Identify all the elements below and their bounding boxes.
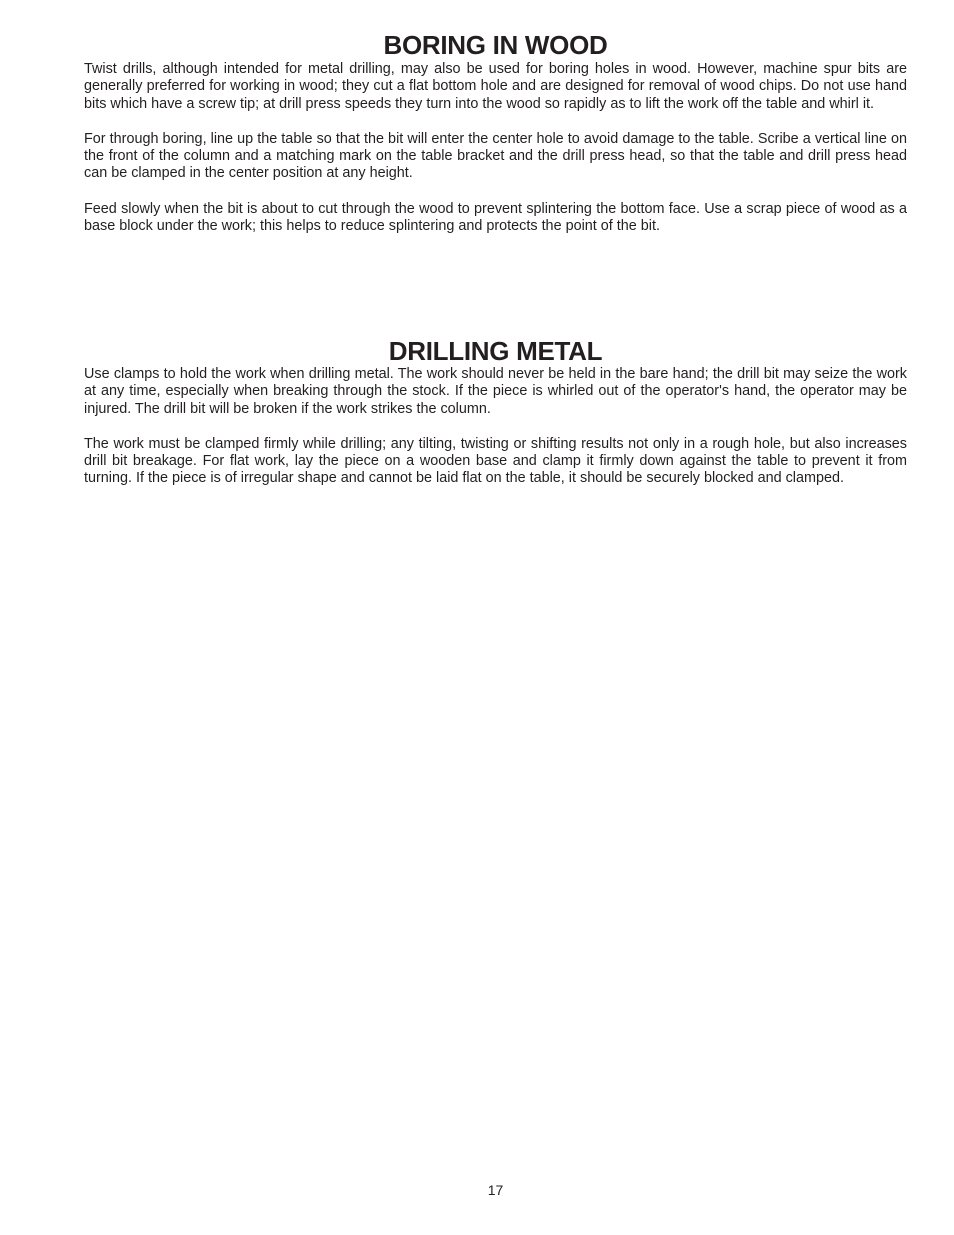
paragraph: Twist drills, although intended for metal drilling, may also be used for boring holes in wood. However, machine spur bits are generally preferred for working in wood; they cut a flat bottom hole and are designed for removal of wood chips. Do not use hand bits which have a screw tip; at drill press speeds they turn into the wood so rapidly as to lift the work off the table and whirl it. — [84, 61, 907, 112]
paragraph: Feed slowly when the bit is about to cut through the wood to prevent splintering the bottom face. Use a scrap piece of wood as a base block under the work; this helps to reduce splintering and protects the point of the bit. — [84, 200, 907, 235]
paragraph: Use clamps to hold the work when drilling metal. The work should never be held in the bare hand; the drill bit may seize the work at any time, especially when breaking through the stock. If the piece is whirled out of the operator's hand, the operator may be injured. The drill bit will be broken if the work strikes the column. — [84, 366, 907, 417]
section-drilling-metal — [84, 336, 907, 506]
section-heading: DRILLING METAL — [388, 336, 603, 366]
paragraph: The work must be clamped firmly while drilling; any tilting, twisting or shifting results not only in a rough hole, but also increases drill bit breakage. For flat work, lay the piece on a wooden base and clamp it firmly down against the table to prevent it from turning. If the piece is of irregular shape and cannot be laid flat on the table, it should be securely blocked and clamped. — [84, 435, 907, 487]
page-number: 17 — [487, 1182, 504, 1198]
paragraph: For through boring, line up the table so that the bit will enter the center hole to avoid damage to the table. Scribe a vertical line on the front of the column and a matching mark on the table bracket and the drill press head, so that the table and drill press head can be clamped in the center position at any height. — [84, 130, 907, 182]
section-heading: BORING IN WOOD — [383, 30, 608, 60]
section-boring-in-wood — [84, 30, 907, 253]
document-page — [84, 0, 907, 1235]
